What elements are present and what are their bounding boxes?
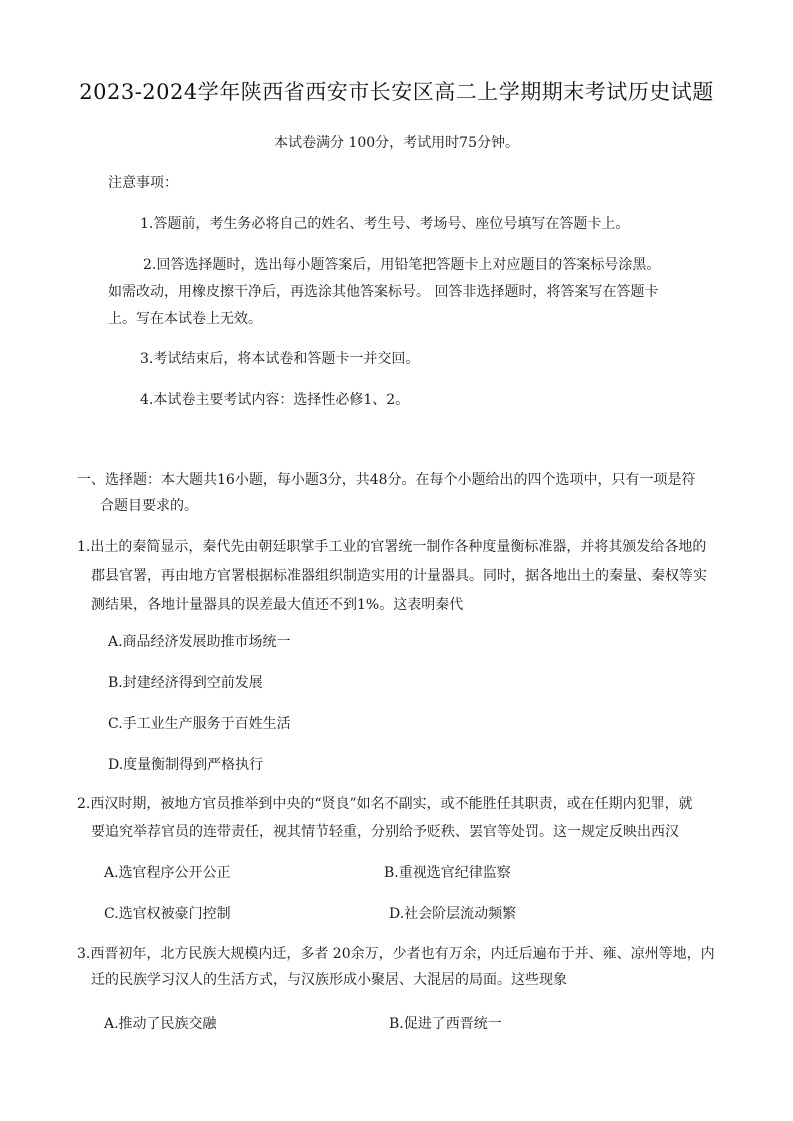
question-1-option-a: A.商品经济发展助推市场统一: [108, 634, 291, 650]
notes-item-2: 2.回答选择题时，选出每小题答案后，用铅笔把答题卡上对应题目的答案标号涂黑。: [143, 257, 661, 273]
notes-item-2-cont2: 上。写在本试卷上无效。: [108, 311, 262, 327]
question-3-option-a: A.推动了民族交融: [104, 1016, 217, 1032]
page-title: 2023-2024学年陕西省西安市长安区高二上学期期末考试历史试题: [79, 80, 714, 104]
question-2-option-a: A.选官程序公开公正: [104, 865, 231, 881]
section-heading-cont: 合题目要求的。: [100, 498, 198, 514]
notes-item-2-cont: 如需改动，用橡皮擦干净后，再选涂其他答案标号。 回答非选择题时，将答案写在答题卡: [108, 284, 659, 300]
exam-meta: 本试卷满分 100分，考试用时75分钟。: [274, 135, 519, 151]
notes-heading: 注意事项：: [108, 175, 178, 191]
notes-item-3: 3.考试结束后，将本试卷和答题卡一并交回。: [140, 351, 420, 367]
question-2-option-d: D.社会阶层流动频繁: [389, 906, 517, 922]
question-3-line-1: 3.西晋初年，北方民族大规模内迁，多者 20余万，少者也有万余，内迁后遍布于并、雍、凉州等地，内: [77, 946, 715, 962]
question-1-line-3: 测结果，各地计量器具的误差最大值还不到1%。这表明秦代: [91, 597, 464, 613]
section-heading: 一、选择题：本大题共16小题，每小题3分，共48分。在每个小题给出的四个选项中，只有一项是符: [77, 472, 696, 488]
notes-item-1: 1.答题前，考生务必将自己的姓名、考生号、考场号、座位号填写在答题卡上。: [140, 216, 630, 232]
question-2-line-2: 要追究举荐官员的连带责任，视其情节轻重，分别给予贬秩、罢官等处罚。这一规定反映出西汉: [91, 824, 679, 840]
question-1-option-d: D.度量衡制得到严格执行: [108, 757, 264, 773]
question-2-line-1: 2.西汉时期，被地方官员推举到中央的“贤良”如名不副实，或不能胜任其职责，或在任期内犯罪，就: [77, 796, 693, 812]
question-1-option-b: B.封建经济得到空前发展: [108, 675, 263, 691]
question-2-option-c: C.选官权被豪门控制: [104, 906, 231, 922]
question-1-option-c: C.手工业生产服务于百姓生活: [108, 716, 291, 732]
notes-item-4: 4.本试卷主要考试内容：选择性必修1、2。: [140, 392, 410, 408]
question-2-option-b: B.重视选官纪律监察: [384, 865, 511, 881]
question-3-line-2: 迁的民族学习汉人的生活方式，与汉族形成小聚居、大混居的局面。这些现象: [91, 972, 567, 988]
question-1-line-1: 1.出土的秦简显示，秦代先由朝廷职掌手工业的官署统一制作各种度量衡标准器，并将其颁发给各地的: [77, 539, 707, 555]
question-3-option-b: B.促进了西晋统一: [389, 1016, 502, 1032]
question-1-line-2: 郡县官署，再由地方官署根据标准器组织制造实用的计量器具。同时，据各地出土的秦量、秦权等实: [91, 568, 707, 584]
